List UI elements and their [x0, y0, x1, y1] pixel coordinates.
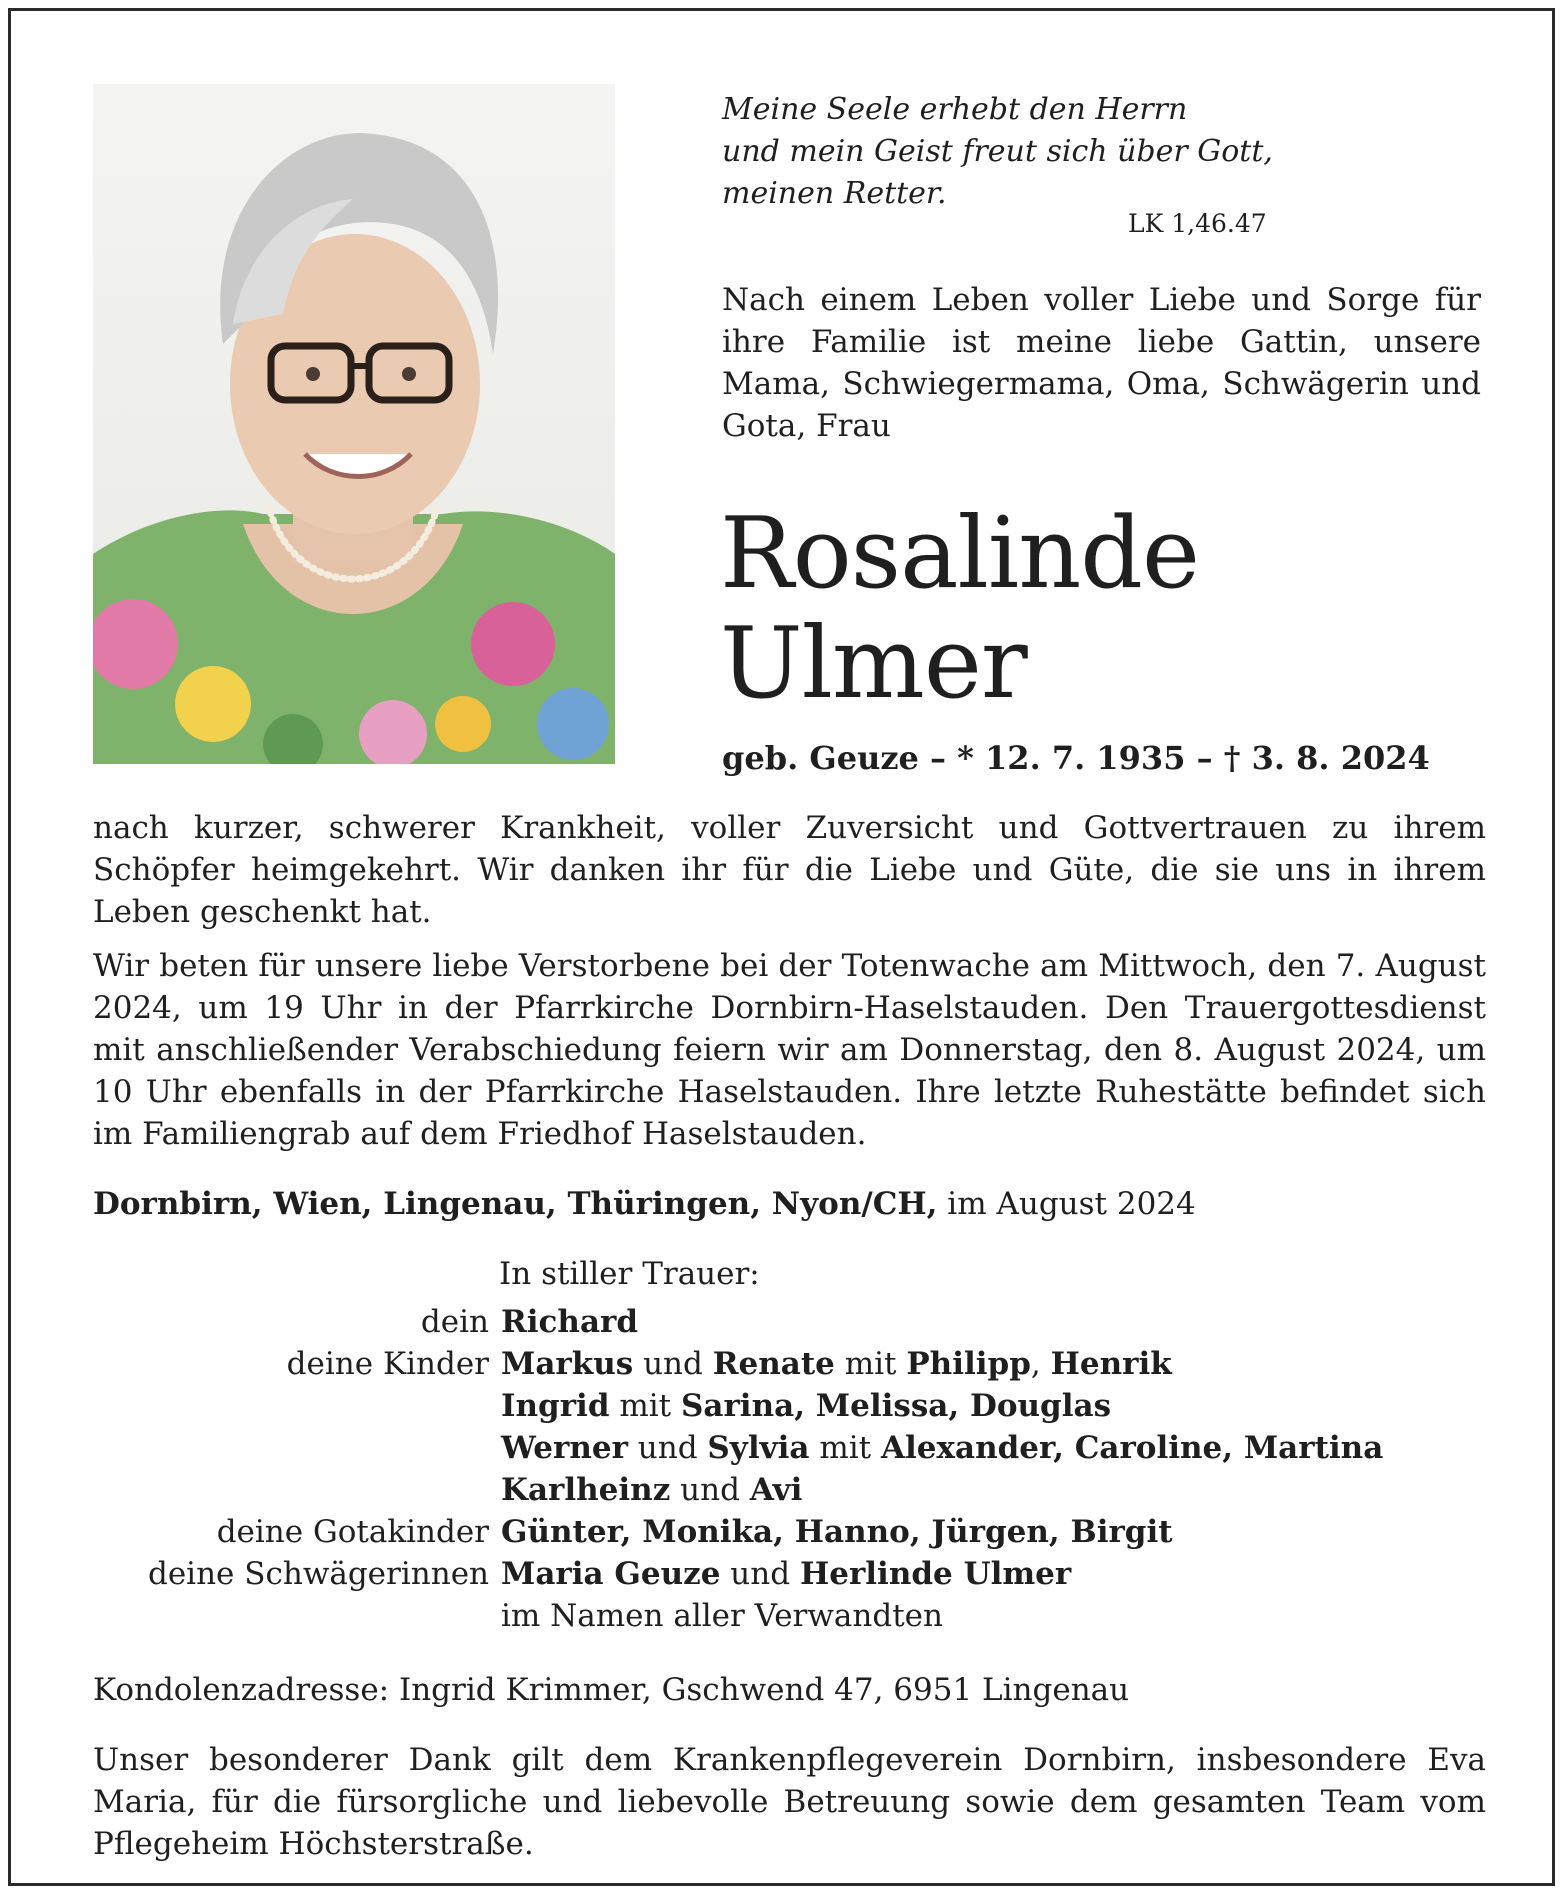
- places-date: im August 2024: [937, 1186, 1196, 1222]
- mourner-names: [501, 1301, 638, 1343]
- mourner-name: Avi: [749, 1472, 803, 1508]
- mourner-names: [501, 1595, 943, 1637]
- mourner-names: [501, 1511, 1173, 1553]
- bible-verse: [722, 89, 1342, 215]
- mourner-connector: mit: [609, 1388, 681, 1424]
- places-line: [93, 1183, 1196, 1225]
- mourner-name: Richard: [501, 1304, 639, 1340]
- mourner-names: [501, 1553, 1071, 1595]
- mourner-row: [93, 1595, 1493, 1637]
- verse-line: Meine Seele erhebt den Herrn: [722, 92, 1188, 127]
- mourner-row: [93, 1427, 1493, 1469]
- mourners-list: [93, 1301, 1493, 1637]
- mourner-names: [501, 1469, 802, 1511]
- mourner-name: Karlheinz: [501, 1472, 671, 1508]
- mourner-connector: und: [627, 1430, 708, 1466]
- mourner-name: Maria Geuze: [501, 1556, 721, 1592]
- mourner-name: Ingrid: [501, 1388, 610, 1424]
- mourner-row: [93, 1301, 1493, 1343]
- mourner-names: [501, 1343, 1172, 1385]
- mourner-relation: dein: [420, 1304, 489, 1340]
- portrait-illustration: [93, 84, 615, 764]
- mourner-name: Herlinde Ulmer: [799, 1556, 1072, 1592]
- mourner-name: Werner: [501, 1430, 628, 1466]
- first-name: Rosalinde: [720, 497, 1200, 611]
- portrait-photo: [93, 84, 615, 764]
- mourner-name: Günter, Monika, Hanno, Jürgen, Birgit: [501, 1514, 1173, 1550]
- verse-reference: LK 1,46.47: [1128, 209, 1267, 238]
- mourner-row: [93, 1343, 1493, 1385]
- paragraph-passing: nach kurzer, schwerer Krankheit, voller Zuversicht und Gottvertrauen zu ihrem Schöpfer heimgekehrt. Wir danken ihr für die Liebe und Güte, die sie uns in ihrem Leben geschenkt hat.: [93, 810, 1486, 930]
- mourner-relation: deine Schwägerinnen: [147, 1556, 489, 1592]
- mourner-connector: mit: [834, 1346, 907, 1382]
- mourner-connector: im Namen aller Verwandten: [501, 1598, 943, 1634]
- mourner-name: Alexander, Caroline, Martina: [880, 1430, 1384, 1466]
- mourner-row: [93, 1469, 1493, 1511]
- birth-death-dates: geb. Geuze – * 12. 7. 1935 – † 3. 8. 2024: [722, 739, 1430, 777]
- mourner-relation: [93, 1469, 501, 1511]
- mourner-row: [93, 1511, 1493, 1553]
- places-bold: Dornbirn, Wien, Lingenau, Thüringen, Nyon/CH,: [93, 1186, 938, 1222]
- mourner-relation: [93, 1595, 501, 1637]
- mourner-name: Philipp: [906, 1346, 1031, 1382]
- mourner-row: [93, 1385, 1493, 1427]
- mourner-connector: mit: [809, 1430, 881, 1466]
- verse-line: und mein Geist freut sich über Gott,: [722, 134, 1273, 169]
- obituary-page: [8, 8, 1555, 1886]
- mourner-name: Markus: [501, 1346, 634, 1382]
- mourner-connector: ,: [1030, 1346, 1051, 1382]
- last-name: Ulmer: [720, 607, 1027, 721]
- mourner-relation: deine Kinder: [286, 1346, 489, 1382]
- mourner-name: Renate: [712, 1346, 835, 1382]
- mourner-row: [93, 1553, 1493, 1595]
- intro-paragraph: Nach einem Leben voller Liebe und Sorge für ihre Familie ist meine liebe Gattin, unsere Mama, Schwiegermama, Oma, Schwägerin und Gota, Frau: [722, 282, 1481, 444]
- mourner-relation: deine Gotakinder: [216, 1514, 489, 1550]
- mourner-connector: und: [633, 1346, 713, 1382]
- mourner-names: [501, 1427, 1383, 1469]
- deceased-name: [720, 499, 1199, 719]
- mourner-name: Sarina, Melissa, Douglas: [680, 1388, 1112, 1424]
- mourner-connector: und: [670, 1472, 750, 1508]
- mourning-label: In stiller Trauer:: [499, 1256, 760, 1292]
- verse-line: meinen Retter.: [722, 176, 947, 211]
- mourner-name: Sylvia: [707, 1430, 810, 1466]
- mourner-connector: und: [720, 1556, 800, 1592]
- mourner-names: [501, 1385, 1111, 1427]
- thanks-paragraph: Unser besonderer Dank gilt dem Krankenpflegeverein Dornbirn, insbesondere Eva Maria, für die fürsorgliche und liebevolle Betreuung sowie dem gesamten Team vom Pflegeheim Höchsterstraße.: [93, 1742, 1486, 1862]
- mourner-relation: [93, 1385, 501, 1427]
- paragraph-funeral-details: Wir beten für unsere liebe Verstorbene bei der Totenwache am Mittwoch, den 7. August 2024, um 19 Uhr in der Pfarrkirche Dornbirn-Haselstauden. Den Trauergottesdienst mit anschließender Verabschiedung feiern wir am Donnerstag, den 8. August 2024, um 10 Uhr ebenfalls in der Pfarrkirche Haselstauden. Ihre letzte Ruhestätte befindet sich im Familiengrab auf dem Friedhof Haselstauden.: [93, 948, 1486, 1152]
- mourner-name: Henrik: [1050, 1346, 1172, 1382]
- mourner-relation: [93, 1427, 501, 1469]
- condolence-address: Kondolenzadresse: Ingrid Krimmer, Gschwend 47, 6951 Lingenau: [93, 1672, 1130, 1708]
